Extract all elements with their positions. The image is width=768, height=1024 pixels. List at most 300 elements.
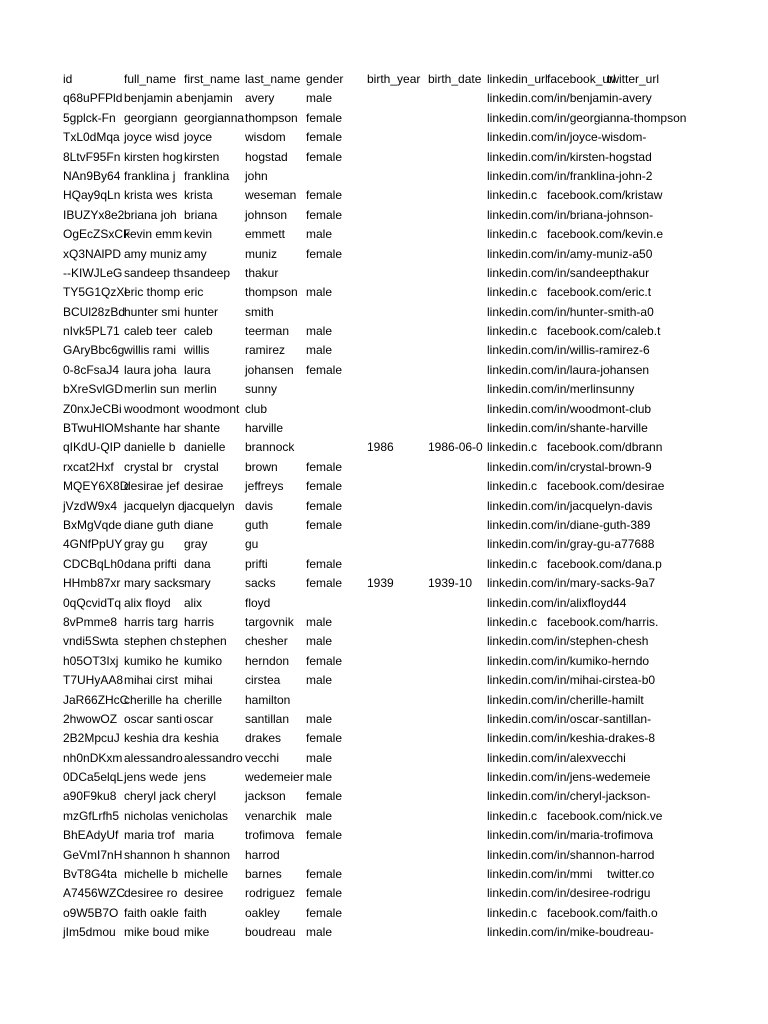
cell-id[interactable]: rxcat2Hxf — [63, 459, 114, 474]
cell-id[interactable]: HHmb87xr — [63, 576, 121, 591]
cell-full-name[interactable]: cherille ha — [124, 692, 179, 707]
cell-linkedin-url[interactable]: linkedin.com/in/crystal-brown-9 — [487, 459, 652, 474]
cell-linkedin-url[interactable]: linkedin.com/in/willis-ramirez-6 — [487, 343, 650, 358]
cell-id[interactable]: 0DCa5elqL — [63, 770, 124, 785]
table-row — [63, 574, 768, 593]
cell-full-name[interactable]: desiree ro — [124, 886, 178, 901]
cell-linkedin-url[interactable]: linkedin.com/in/laura-johansen — [487, 362, 650, 377]
cell-last-name[interactable]: club — [245, 401, 268, 416]
cell-linkedin-url[interactable]: linkedin.com/in/kumiko-herndo — [487, 653, 650, 668]
cell-last-name[interactable]: barnes — [245, 867, 282, 882]
table-row — [63, 671, 768, 690]
cell-first-name[interactable]: desirae — [184, 479, 224, 494]
cell-first-name[interactable]: laura — [184, 362, 211, 377]
cell-linkedin-url[interactable]: linkedin.c — [487, 479, 538, 494]
cell-full-name[interactable]: mihai cirst — [124, 673, 179, 688]
cell-last-name[interactable]: cirstea — [245, 673, 281, 688]
cell-last-name[interactable]: sacks — [245, 576, 276, 591]
cell-linkedin-url[interactable]: linkedin.com/in/cheryl-jackson- — [487, 789, 651, 804]
cell-linkedin-url[interactable]: linkedin.com/in/cherille-hamilt — [487, 692, 644, 707]
cell-full-name[interactable]: woodmont — [124, 401, 180, 416]
cell-id[interactable]: 2B2MpcuJ — [63, 731, 120, 746]
cell-gender[interactable]: male — [306, 711, 333, 726]
table-row — [63, 923, 768, 942]
cell-full-name[interactable]: shante har — [124, 421, 181, 436]
cell-linkedin-url[interactable]: linkedin.com/in/hunter-smith-a0 — [487, 304, 654, 319]
cell-full-name[interactable]: jens wede — [124, 770, 179, 785]
cell-gender[interactable]: male — [306, 614, 333, 629]
cell-gender[interactable]: female — [306, 188, 343, 203]
cell-first-name[interactable]: danielle — [184, 440, 226, 455]
cell-id[interactable]: GeVmI7nH — [63, 847, 123, 862]
cell-id[interactable]: CDCBqLh0 — [63, 556, 124, 571]
cell-id[interactable]: HQay9qLn — [63, 188, 121, 203]
cell-id[interactable]: nIvk5PL71 — [63, 324, 120, 339]
cell-gender[interactable]: female — [306, 130, 343, 145]
cell-full-name[interactable]: diane guth — [124, 517, 181, 532]
cell-first-name[interactable]: eric — [184, 285, 204, 300]
cell-id[interactable]: Z0nxJeCBi — [63, 401, 122, 416]
cell-gender[interactable]: male — [306, 808, 333, 823]
cell-last-name[interactable]: vecchi — [245, 750, 280, 765]
cell-id[interactable]: BxMgVqde — [63, 517, 122, 532]
table-row — [63, 710, 768, 729]
cell-id[interactable]: h05OT3Ixj — [63, 653, 119, 668]
cell-full-name[interactable]: briana joh — [124, 207, 177, 222]
cell-full-name[interactable]: mike boud — [124, 925, 180, 940]
cell-gender[interactable]: male — [306, 925, 333, 940]
cell-first-name[interactable]: shannon — [184, 847, 231, 862]
cell-gender[interactable]: male — [306, 227, 333, 242]
cell-last-name[interactable]: brannock — [245, 440, 295, 455]
cell-gender[interactable]: male — [306, 324, 333, 339]
cell-linkedin-url[interactable]: linkedin.c — [487, 440, 538, 455]
cell-gender[interactable]: male — [306, 91, 333, 106]
cell-linkedin-url[interactable]: linkedin.com/in/gray-gu-a77688 — [487, 537, 655, 552]
cell-linkedin-url[interactable]: linkedin.com/in/merlinsunny — [487, 382, 635, 397]
cell-last-name[interactable]: harville — [245, 421, 284, 436]
cell-first-name[interactable]: shante — [184, 421, 221, 436]
cell-facebook-url[interactable]: facebook.com/harris. — [547, 614, 659, 629]
table-row — [63, 458, 768, 477]
cell-id[interactable]: BCUl28zBd — [63, 304, 126, 319]
cell-linkedin-url[interactable]: linkedin.com/in/keshia-drakes-8 — [487, 731, 656, 746]
cell-gender[interactable]: female — [306, 362, 343, 377]
cell-id[interactable]: TxL0dMqa — [63, 130, 120, 145]
cell-id[interactable]: 8LtvF95Fn — [63, 149, 121, 164]
cell-full-name[interactable]: harris targ — [124, 614, 179, 629]
cell-linkedin-url[interactable]: linkedin.com/in/shannon-harrod — [487, 847, 655, 862]
cell-id[interactable]: jVzdW9x4 — [63, 498, 118, 513]
cell-last-name[interactable]: rodriguez — [245, 886, 296, 901]
cell-id[interactable]: 8vPmme8 — [63, 614, 118, 629]
cell-last-name[interactable]: thompson — [245, 110, 298, 125]
cell-gender[interactable]: female — [306, 905, 343, 920]
cell-last-name[interactable]: hogstad — [245, 149, 288, 164]
table-row — [63, 206, 768, 225]
cell-linkedin-url[interactable]: linkedin.c — [487, 188, 538, 203]
cell-first-name[interactable]: nicholas — [184, 808, 229, 823]
cell-first-name[interactable]: woodmont — [184, 401, 240, 416]
cell-linkedin-url[interactable]: linkedin.c — [487, 285, 538, 300]
cell-last-name[interactable]: johnson — [245, 207, 288, 222]
cell-first-name[interactable]: caleb — [184, 324, 213, 339]
cell-gender[interactable]: male — [306, 770, 333, 785]
cell-first-name[interactable]: crystal — [184, 459, 219, 474]
cell-linkedin-url[interactable]: linkedin.c — [487, 808, 538, 823]
cell-linkedin-url[interactable]: linkedin.c — [487, 324, 538, 339]
cell-gender[interactable]: female — [306, 246, 343, 261]
cell-id[interactable]: 0-8cFsaJ4 — [63, 362, 120, 377]
cell-last-name[interactable]: targovnik — [245, 614, 294, 629]
cell-first-name[interactable]: cherille — [184, 692, 223, 707]
cell-first-name[interactable]: hunter — [184, 304, 219, 319]
cell-last-name[interactable]: muniz — [245, 246, 278, 261]
cell-full-name[interactable]: sandeep th — [124, 265, 184, 280]
cell-facebook-url[interactable]: facebook.com/dbrann — [547, 440, 663, 455]
cell-last-name[interactable]: venarchik — [245, 808, 297, 823]
cell-last-name[interactable]: hamilton — [245, 692, 291, 707]
cell-facebook-url[interactable]: facebook.com/nick.ve — [547, 808, 663, 823]
cell-linkedin-url[interactable]: linkedin.c — [487, 556, 538, 571]
cell-linkedin-url[interactable]: linkedin.com/in/alexvecchi — [487, 750, 626, 765]
cell-id[interactable]: jIm5dmou — [63, 925, 116, 940]
cell-last-name[interactable]: wedemeier — [245, 770, 304, 785]
cell-linkedin-url[interactable]: linkedin.com/in/joyce-wisdom- — [487, 130, 647, 145]
cell-full-name[interactable]: amy muniz — [124, 246, 183, 261]
cell-id[interactable]: --KIWJLeG — [63, 265, 123, 280]
cell-last-name[interactable]: weseman — [245, 188, 297, 203]
cell-linkedin-url[interactable]: linkedin.com/in/briana-johnson- — [487, 207, 654, 222]
cell-first-name[interactable]: sandeep — [184, 265, 231, 280]
cell-full-name[interactable]: nicholas ve — [124, 808, 185, 823]
column-header-gender[interactable]: gender — [306, 72, 344, 86]
cell-id[interactable]: bXreSvlGD — [63, 382, 124, 397]
table-row — [63, 419, 768, 438]
cell-linkedin-url[interactable]: linkedin.com/in/maria-trofimova — [487, 828, 654, 843]
cell-last-name[interactable]: chesher — [245, 634, 288, 649]
cell-id[interactable]: IBUZYx8e2 — [63, 207, 125, 222]
cell-full-name[interactable]: michelle b — [124, 867, 179, 882]
cell-first-name[interactable]: harris — [184, 614, 215, 629]
cell-last-name[interactable]: avery — [245, 91, 275, 106]
cell-full-name[interactable]: maria trof — [124, 828, 175, 843]
column-header-twitter-url[interactable]: twitter_url — [607, 72, 660, 86]
spreadsheet-table — [63, 70, 768, 943]
cell-last-name[interactable]: trofimova — [245, 828, 295, 843]
cell-linkedin-url[interactable]: linkedin.com/in/sandeepthakur — [487, 265, 650, 280]
cell-id[interactable]: GAryBbc6g — [63, 343, 125, 358]
cell-last-name[interactable]: prifti — [245, 556, 268, 571]
cell-facebook-url[interactable]: facebook.com/kristaw — [547, 188, 663, 203]
cell-id[interactable]: 4GNfPpUY — [63, 537, 123, 552]
cell-last-name[interactable]: sunny — [245, 382, 278, 397]
cell-full-name[interactable]: cheryl jack — [124, 789, 181, 804]
cell-full-name[interactable]: merlin sun — [124, 382, 180, 397]
cell-last-name[interactable]: guth — [245, 517, 269, 532]
cell-first-name[interactable]: stephen — [184, 634, 227, 649]
cell-linkedin-url[interactable]: linkedin.com/in/diane-guth-389 — [487, 517, 651, 532]
cell-facebook-url[interactable]: facebook.com/dana.p — [547, 556, 662, 571]
cell-gender[interactable]: female — [306, 731, 343, 746]
cell-id[interactable]: TY5G1QzXl — [63, 285, 128, 300]
cell-gender[interactable]: female — [306, 556, 343, 571]
cell-id[interactable]: JaR66ZHcC — [63, 692, 129, 707]
cell-facebook-url[interactable]: facebook.com/caleb.t — [547, 324, 661, 339]
cell-last-name[interactable]: davis — [245, 498, 274, 513]
cell-gender[interactable]: female — [306, 479, 343, 494]
cell-id[interactable]: xQ3NAlPD — [63, 246, 122, 261]
cell-full-name[interactable]: crystal br — [124, 459, 173, 474]
cell-twitter-url[interactable]: twitter.co — [607, 867, 655, 882]
cell-gender[interactable]: female — [306, 110, 343, 125]
cell-full-name[interactable]: kevin emm — [124, 227, 183, 242]
cell-full-name[interactable]: stephen ch — [124, 634, 183, 649]
cell-facebook-url[interactable]: facebook.com/eric.t — [547, 285, 652, 300]
cell-gender[interactable]: female — [306, 576, 343, 591]
cell-id[interactable]: BvT8G4ta — [63, 867, 118, 882]
cell-first-name[interactable]: dana — [184, 556, 211, 571]
cell-gender[interactable]: female — [306, 653, 343, 668]
cell-id[interactable]: a90F9ku8 — [63, 789, 117, 804]
cell-gender[interactable]: male — [306, 750, 333, 765]
cell-first-name[interactable]: desiree — [184, 886, 224, 901]
cell-first-name[interactable]: faith — [184, 905, 207, 920]
cell-gender[interactable]: female — [306, 517, 343, 532]
cell-first-name[interactable]: joyce — [184, 130, 213, 145]
cell-linkedin-url[interactable]: linkedin.com/in/oscar-santillan- — [487, 711, 652, 726]
table-row — [63, 594, 768, 613]
cell-full-name[interactable]: kumiko he — [124, 653, 179, 668]
cell-gender[interactable]: male — [306, 673, 333, 688]
cell-linkedin-url[interactable]: linkedin.c — [487, 905, 538, 920]
cell-linkedin-url[interactable]: linkedin.c — [487, 614, 538, 629]
column-header-birth-year[interactable]: birth_year — [367, 72, 421, 86]
cell-last-name[interactable]: floyd — [245, 595, 271, 610]
cell-id[interactable]: 0qQcvidTq — [63, 595, 122, 610]
cell-id[interactable]: MQEY6X8D — [63, 479, 129, 494]
cell-linkedin-url[interactable]: linkedin.com/in/mmi — [487, 867, 593, 882]
cell-last-name[interactable]: drakes — [245, 731, 282, 746]
cell-id[interactable]: q68uPFPld — [63, 91, 123, 106]
cell-last-name[interactable]: boudreau — [245, 925, 296, 940]
table-row — [63, 167, 768, 186]
cell-linkedin-url[interactable]: linkedin.com/in/franklina-john-2 — [487, 168, 653, 183]
cell-linkedin-url[interactable]: linkedin.com/in/benjamin-avery — [487, 91, 652, 106]
cell-last-name[interactable]: harrod — [245, 847, 280, 862]
cell-linkedin-url[interactable]: linkedin.com/in/stephen-chesh — [487, 634, 649, 649]
cell-last-name[interactable]: wisdom — [245, 130, 286, 145]
cell-last-name[interactable]: oakley — [245, 905, 280, 920]
cell-full-name[interactable]: alix floyd — [124, 595, 171, 610]
cell-id[interactable]: qIKdU-QIP — [63, 440, 122, 455]
cell-last-name[interactable]: johansen — [245, 362, 294, 377]
cell-full-name[interactable]: desirae jef — [124, 479, 180, 494]
cell-gender[interactable]: female — [306, 459, 343, 474]
cell-linkedin-url[interactable]: linkedin.com/in/woodmont-club — [487, 401, 652, 416]
cell-last-name[interactable]: john — [245, 168, 268, 183]
column-header-first-name[interactable]: first_name — [184, 72, 241, 86]
cell-birth-date[interactable]: 1939-10 — [428, 576, 473, 591]
cell-full-name[interactable]: alessandro — [124, 750, 183, 765]
cell-last-name[interactable]: ramirez — [245, 343, 286, 358]
table-row — [63, 245, 768, 264]
cell-gender[interactable]: male — [306, 285, 333, 300]
cell-facebook-url[interactable]: facebook.com/faith.o — [547, 905, 658, 920]
cell-last-name[interactable]: thakur — [245, 265, 279, 280]
cell-id[interactable]: BhEAdyUf — [63, 828, 119, 843]
cell-full-name[interactable]: shannon h — [124, 847, 181, 862]
cell-last-name[interactable]: santillan — [245, 711, 290, 726]
cell-facebook-url[interactable]: facebook.com/kevin.e — [547, 227, 664, 242]
cell-id[interactable]: OgEcZSxCF — [63, 227, 131, 242]
cell-id[interactable]: 5gplck-Fn — [63, 110, 116, 125]
cell-first-name[interactable]: georgianna — [184, 110, 245, 125]
column-header-birth-date[interactable]: birth_date — [428, 72, 482, 86]
cell-last-name[interactable]: jackson — [245, 789, 286, 804]
cell-linkedin-url[interactable]: linkedin.com/in/georgianna-thompson — [487, 110, 687, 125]
cell-last-name[interactable]: emmett — [245, 227, 286, 242]
cell-full-name[interactable]: keshia dra — [124, 731, 180, 746]
cell-linkedin-url[interactable]: linkedin.com/in/amy-muniz-a50 — [487, 246, 653, 261]
table-row — [63, 322, 768, 341]
table-row — [63, 865, 768, 884]
column-header-linkedin-url[interactable]: linkedin_url — [487, 72, 548, 86]
table-row — [63, 535, 768, 554]
cell-full-name[interactable]: caleb teer — [124, 324, 177, 339]
cell-linkedin-url[interactable]: linkedin.com/in/kirsten-hogstad — [487, 149, 652, 164]
column-header-last-name[interactable]: last_name — [245, 72, 301, 86]
cell-linkedin-url[interactable]: linkedin.com/in/jens-wedemeie — [487, 770, 651, 785]
cell-first-name[interactable]: franklina — [184, 168, 230, 183]
cell-full-name[interactable]: eric thomp — [124, 285, 181, 300]
cell-full-name[interactable]: willis rami — [124, 343, 176, 358]
cell-first-name[interactable]: oscar — [184, 711, 214, 726]
column-header-full-name[interactable]: full_name — [124, 72, 177, 86]
cell-full-name[interactable]: laura joha — [124, 362, 177, 377]
cell-full-name[interactable]: mary sacks — [124, 576, 185, 591]
cell-full-name[interactable]: gray gu — [124, 537, 165, 552]
cell-first-name[interactable]: alessandro — [184, 750, 243, 765]
table-row — [63, 264, 768, 283]
cell-first-name[interactable]: benjamin — [184, 91, 233, 106]
cell-gender[interactable]: female — [306, 207, 343, 222]
cell-id[interactable]: NAn9By64 — [63, 168, 121, 183]
cell-first-name[interactable]: willis — [184, 343, 210, 358]
table-row — [63, 652, 768, 671]
cell-linkedin-url[interactable]: linkedin.com/in/desiree-rodrigu — [487, 886, 651, 901]
cell-full-name[interactable]: georgiann — [124, 110, 178, 125]
cell-first-name[interactable]: amy — [184, 246, 207, 261]
cell-last-name[interactable]: brown — [245, 459, 278, 474]
cell-first-name[interactable]: briana — [184, 207, 218, 222]
cell-id[interactable]: 2hwowOZ — [63, 711, 118, 726]
cell-id[interactable]: nh0nDKxm — [63, 750, 123, 765]
cell-facebook-url[interactable]: facebook.com/desirae — [547, 479, 665, 494]
cell-id[interactable]: A7456WZC — [63, 886, 126, 901]
table-row — [63, 555, 768, 574]
cell-first-name[interactable]: jens — [184, 770, 207, 785]
cell-first-name[interactable]: diane — [184, 517, 214, 532]
cell-first-name[interactable]: jacquelyn — [184, 498, 235, 513]
cell-full-name[interactable]: franklina j — [124, 168, 176, 183]
table-row — [63, 361, 768, 380]
cell-id[interactable]: vndi5Swta — [63, 634, 119, 649]
cell-gender[interactable]: female — [306, 789, 343, 804]
cell-last-name[interactable]: gu — [245, 537, 259, 552]
cell-linkedin-url[interactable]: linkedin.c — [487, 227, 538, 242]
cell-first-name[interactable]: kevin — [184, 227, 213, 242]
cell-linkedin-url[interactable]: linkedin.com/in/alixfloyd44 — [487, 595, 627, 610]
cell-gender[interactable]: female — [306, 867, 343, 882]
cell-last-name[interactable]: herndon — [245, 653, 290, 668]
cell-gender[interactable]: female — [306, 886, 343, 901]
cell-full-name[interactable]: benjamin a — [124, 91, 183, 106]
cell-birth-year[interactable]: 1986 — [367, 440, 394, 455]
cell-first-name[interactable]: mary — [184, 576, 211, 591]
cell-gender[interactable]: female — [306, 828, 343, 843]
cell-full-name[interactable]: hunter smi — [124, 304, 181, 319]
cell-birth-year[interactable]: 1939 — [367, 576, 394, 591]
column-header-id[interactable]: id — [63, 72, 73, 86]
cell-full-name[interactable]: danielle b — [124, 440, 176, 455]
cell-full-name[interactable]: oscar santi — [124, 711, 183, 726]
cell-first-name[interactable]: maria — [184, 828, 215, 843]
cell-gender[interactable]: male — [306, 634, 333, 649]
cell-last-name[interactable]: teerman — [245, 324, 290, 339]
cell-first-name[interactable]: gray — [184, 537, 208, 552]
cell-full-name[interactable]: joyce wisd — [124, 130, 180, 145]
cell-id[interactable]: BTwuHlOM — [63, 421, 124, 436]
table-row — [63, 613, 768, 632]
table-row — [63, 632, 768, 651]
cell-first-name[interactable]: kirsten — [184, 149, 220, 164]
cell-linkedin-url[interactable]: linkedin.com/in/mihai-cirstea-b0 — [487, 673, 656, 688]
cell-full-name[interactable]: krista wes — [124, 188, 178, 203]
cell-first-name[interactable]: mike — [184, 925, 210, 940]
table-row — [63, 497, 768, 516]
cell-first-name[interactable]: alix — [184, 595, 203, 610]
cell-linkedin-url[interactable]: linkedin.com/in/mike-boudreau- — [487, 925, 654, 940]
cell-gender[interactable]: female — [306, 498, 343, 513]
cell-full-name[interactable]: dana prifti — [124, 556, 177, 571]
cell-first-name[interactable]: krista — [184, 188, 213, 203]
table-row — [63, 749, 768, 768]
cell-full-name[interactable]: faith oakle — [124, 905, 179, 920]
cell-linkedin-url[interactable]: linkedin.com/in/shante-harville — [487, 421, 648, 436]
cell-birth-date[interactable]: 1986-06-0 — [428, 440, 483, 455]
cell-first-name[interactable]: merlin — [184, 382, 217, 397]
cell-id[interactable]: mzGfLrfh5 — [63, 808, 120, 823]
cell-gender[interactable]: female — [306, 149, 343, 164]
cell-linkedin-url[interactable]: linkedin.com/in/mary-sacks-9a7 — [487, 576, 656, 591]
cell-first-name[interactable]: keshia — [184, 731, 219, 746]
cell-first-name[interactable]: michelle — [184, 867, 229, 882]
cell-last-name[interactable]: smith — [245, 304, 274, 319]
cell-id[interactable]: T7UHyAA8 — [63, 673, 124, 688]
cell-full-name[interactable]: jacquelyn d — [124, 498, 185, 513]
cell-first-name[interactable]: mihai — [184, 673, 213, 688]
cell-last-name[interactable]: thompson — [245, 285, 298, 300]
cell-last-name[interactable]: jeffreys — [245, 479, 284, 494]
cell-gender[interactable]: male — [306, 343, 333, 358]
cell-linkedin-url[interactable]: linkedin.com/in/jacquelyn-davis — [487, 498, 653, 513]
cell-first-name[interactable]: kumiko — [184, 653, 223, 668]
column-header-facebook-url[interactable]: facebook_url — [547, 72, 616, 86]
cell-id[interactable]: o9W5B7O — [63, 905, 119, 920]
cell-full-name[interactable]: kirsten hog — [124, 149, 183, 164]
cell-first-name[interactable]: cheryl — [184, 789, 217, 804]
